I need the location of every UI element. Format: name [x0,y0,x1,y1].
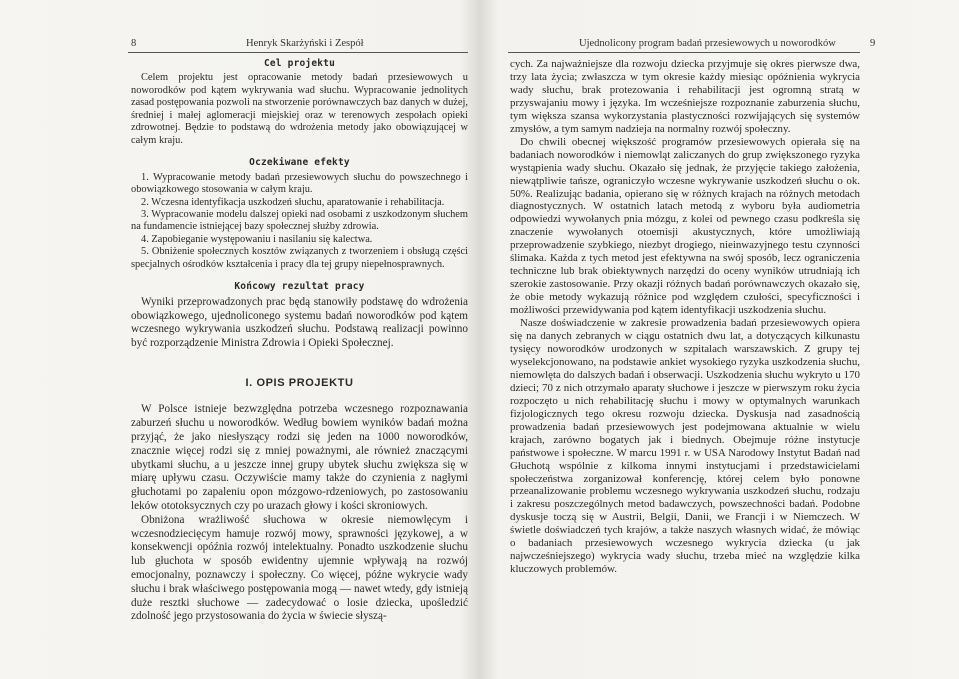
page-number: 9 [870,38,876,49]
running-head: Ujednolicony program badań przesiewowych u noworodków [579,38,836,49]
goal-paragraph: Celem projektu jest opracowanie metody badań przesiewowych u noworodków pod kątem wykrywania wad słuchu. Wypracowanie jednolitych zasad postępowania pozwoli na stworzenie porównawczych baz danych w dużej, średniej i małej aglomeracji miejskiej oraz w terenowych zespołach opieki zdrowotnej. Będzie to podstawą do wdrożenia metody jako obowiązującej w całym kraju. [131,72,468,146]
chapter-title: I. OPIS PROJEKTU [245,376,354,389]
paragraph-2: Do chwili obecnej większość programów przesiewowych opierała się na badaniach noworodków i niemowląt zaliczanych do grup zwiększonego ryzyka wystąpienia wady słuchu. Okazało się jednak, że przyjęcie takiego założenia, niewątpliwie tańsze, ograniczyło wczesne wykrywanie uszkodzeń słuchu o ok. 50%. Realizując badania, opierano się w różnych krajach na różnych metodach diagnostycznych. W ostatnich latach metodą z wyboru była audiometria odpowiedzi wywołanych pnia mózgu, z kolei od pewnego czasu podkreśla się znaczenie wywołanych otoemisji akustycznych, które umożliwiają przeprowadzenie szybkiego, niezbyt drogiego, nieinwazyjnego testu czynności ślimaka. Każda z tych metod jest efektywna na swój sposób, lecz ograniczenia techniczne lub brak obiektywnych narzędzi do oceny wyników utrudniają ich szerokie zastosowanie. Przy okazji różnych badań porównawczych okazało się, że obie metody wykazują różnice pod względem czułości, specyficzności i możliwości przewidywania pod kątem identyfikacji uszkodzenia słuchu. [510,135,860,317]
section-title-goal: Cel projektu [263,58,336,69]
running-head: Henryk Skarżyński i Zespół [246,38,364,49]
left-text-column [131,58,468,624]
header-rule [508,52,860,53]
chapter-paragraph-2: Obniżona wrażliwość słuchowa w okresie niemowlęcym i wczesnodziecięcym hamuje rozwój mowy, sprawności językowej, a w konsekwencji opóźnia rozwój intelektualny. Ponadto uszkodzenie słuchu lub głuchota w sposób ewidentny ujemnie wpływają na rozwój emocjonalny, poznawczy i społeczny. Co więcej, późne wykrycie wady słuchu i brak właściwego postępowania mogą — nawet wtedy, gdy istnieją duże resztki słuchowe — zadecydować o losie dziecka, upośledzić zdolność jego przystosowania do życia w świecie słyszą- [131,513,468,623]
continued-paragraph: cych. Za najważniejsze dla rozwoju dziecka przyjmuje się okres pierwsze dwa, trzy lata życia; zwłaszcza w tym okresie każdy miesiąc opóźnienia wykrycia wady słuchu, brak protezowania i rehabilitacji jest ogromną stratą w przyswajaniu mowy i języka. Im wcześniejsze rozpoznanie zaburzenia słuchu, tym większa szansa wykorzystania plastyczności rozwijających się systemów zmysłów, a tym samym nadzieja na normalny rozwój społeczny. [510,58,860,135]
right-text-column [510,58,860,576]
result-paragraph: Wyniki przeprowadzonych prac będą stanowiły podstawę do wdrożenia obowiązkowego, ujednoliconego systemu badań noworodków pod kątem wczesnego wykrywania uszkodzeń słuchu. Podstawą realizacji powinno być rozporządzenie Ministra Zdrowia i Opieki Społecznej. [131,295,468,350]
page-number: 8 [131,38,137,49]
chapter-paragraph-1: W Polsce istnieje bezwzględna potrzeba wczesnego rozpoznawania zaburzeń słuchu u noworodków. Według bowiem wyników badań można przyjąć, że jako niesłyszący rodzi się jeden na 1000 noworodków, znacznie więcej rodzi się z mniej poważnymi, ale również znaczącymi ubytkami słuchu, a u jeszcze innej grupy ubytek słuchu zwiększa się w miarę upływu czasu. Oczywiście mamy także do czynienia z nagłymi głuchotami po zapaleniu opon mózgowo-rdzeniowych, po zastosowaniu leków ototoksycznych czy po urazach głowy i kości skroniowych. [131,403,468,512]
section-title-result: Końcowy rezultat pracy [234,281,365,293]
paragraph-3: Nasze doświadczenie w zakresie prowadzenia badań przesiewowych opiera się na danych zebranych w ciągu ostatnich dwu lat, a dotyczących kilkunastu tysięcy noworodków urodzonych w szpitalach warszawskich. Z grupy tej wyselekcjonowano, na podstawie ankiet wysokiego ryzyka uszkodzenia słuchu, niemowlęta do dalszych badań i obserwacji. Uszkodzenia słuchu wykryto u 170 dzieci; 70 z nich otrzymało aparaty słuchowe i jeszcze w pierwszym roku życia rozpoczęto u nich rehabilitację słuchu i mowy w optymalnych warunkach fizjologicznych tego okresu rozwoju dziecka. Dyskusja nad zasadnością prowadzenia badań przesiewowych jest podejmowana aktualnie w wielu krajach, zarówno bogatych jak i biednych. Obejmuje różne instytucje państwowe i społeczne. W marcu 1991 r. w USA Narodowy Instytut Badań nad Głuchotą wspólnie z kilkoma innymi instytucjami i przedstawicielami społeczeństwa zorganizował konferencję, której celem było ponowne przeanalizowanie problemu wczesnego wykrywania uszkodzeń słuchu, rodzaju i zakresu poszczególnych metod badawczych, powszechności badań. Podobne dyskusje toczą się w Austrii, Belgii, Danii, we Francji i w Niemczech. W świetle doświadczeń tych krajów, a także naszych własnych widać, że mówiąc o badaniach przesiewowych wczesnego wykrycia dziecka (u jak najwcześniejszego) wykrycia wady słuchu, trzeba mieć na względzie kilka kluczowych problemów. [510,317,860,576]
effect-item-2: 2. Wczesna identyfikacja uszkodzeń słuchu, aparatowanie i rehabilitacja. [141,196,445,208]
header-rule [128,52,468,53]
effect-item-1: 1. Wypracowanie metody badań przesiewowych słuchu do powszechnego i obowiązkowego stosowania w całym kraju. [131,171,468,196]
effect-item-3: 3. Wypracowanie modelu dalszej opieki nad osobami z uszkodzonym słuchem na fundamencie istniejącej bazy społecznej służby zdrowia. [131,208,468,233]
effect-item-5: 5. Obniżenie społecznych kosztów związanych z tworzeniem i obsługą części specjalnych ośrodków kształcenia i pracy dla tej grupy niepełnosprawnych. [131,246,468,270]
effect-item-4: 4. Zapobieganie występowaniu i nasilaniu się kalectwa. [141,233,373,245]
left-page [0,0,479,679]
section-title-effects: Oczekiwane efekty [249,157,350,169]
right-page [480,0,959,679]
